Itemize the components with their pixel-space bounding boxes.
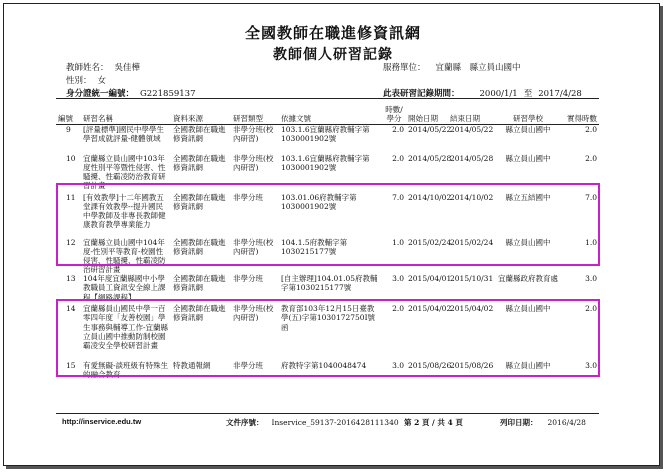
- cell-no: 11: [66, 192, 76, 202]
- cell-hours: 3.0: [392, 361, 404, 371]
- col-name: 研習名稱: [81, 105, 171, 125]
- cell-credit: 2.0: [585, 304, 597, 314]
- cell-credit: 2.0: [585, 125, 597, 135]
- cell-end: 2015/08/26: [450, 361, 494, 371]
- cell-no: 12: [66, 237, 76, 247]
- cell-type: 非學分班(校內研習): [233, 125, 274, 144]
- col-start: 開始日期: [406, 105, 448, 125]
- training-records-table: [56, 105, 599, 381]
- cell-source: 全國教師在職進修資訊網: [173, 304, 226, 323]
- cell-start: 2015/02/24: [408, 237, 452, 247]
- cell-type: 非學分班: [233, 274, 263, 284]
- cell-hours: 2.0: [392, 125, 404, 135]
- cell-hours: 2.0: [392, 304, 404, 314]
- id-label: 身分證統一編號：: [66, 89, 135, 99]
- header-rule: [56, 98, 599, 99]
- cell-doc: 103.01.06府教輔字第1030001902號: [281, 192, 357, 211]
- table-row: [56, 238, 599, 275]
- unit-value: 宜蘭縣 縣立員山國中: [435, 63, 521, 73]
- col-type: 研習類型: [231, 105, 279, 125]
- cell-source: 特教通報網: [173, 361, 211, 371]
- cell-credit: 1.0: [585, 237, 597, 247]
- cell-source: 全國教師在職進修資訊網: [173, 153, 226, 172]
- cell-name: [評量標準]國民中學學生學習成就評量-健體領域: [83, 125, 164, 144]
- gender-label: 性別：: [66, 76, 92, 86]
- cell-name: 有愛無礙-談班級有特殊生的融合教育: [83, 361, 169, 380]
- cell-hours: 3.0: [392, 274, 404, 284]
- col-end: 結束日期: [448, 105, 492, 125]
- cell-name: 宜蘭縣立員山國中103年度性別平等暨性侵害、性騷擾、性霸凌防治教育研習計畫: [83, 153, 166, 191]
- document-title: 全國教師在職進修資訊網: [244, 24, 421, 42]
- teacher-name-label: 教師姓名：: [66, 63, 109, 73]
- col-school: 研習學校: [492, 105, 564, 125]
- cell-type: 非學分班(校內研習): [233, 153, 274, 172]
- cell-no: 15: [66, 361, 76, 371]
- cell-name: [有效教學]十二年國教五堂課有效教學--提升國民中學教師及非專長教師健康教育教學專業能力: [83, 192, 166, 230]
- teacher-name-row: [66, 61, 140, 73]
- cell-type: 非學分班: [233, 361, 263, 371]
- unit-label: 服務單位：: [383, 63, 426, 73]
- footer-page-count: [404, 417, 463, 428]
- cell-school: 宜蘭縣政府教育處: [498, 274, 558, 284]
- cell-doc: 教育部103年12月15日臺教學(五)字第1030172750I號函: [281, 304, 376, 332]
- cell-credit: 3.0: [585, 274, 597, 284]
- table-row: [56, 125, 599, 154]
- cell-source: 全國教師在職進修資訊網: [173, 125, 226, 144]
- doc-no-value: Inservice_59137-2016428111340: [271, 418, 399, 427]
- cell-source: 全國教師在職進修資訊網: [173, 274, 226, 293]
- cell-end: 2014/05/22: [450, 125, 494, 135]
- unit-row: [383, 61, 521, 73]
- cell-start: 2015/08/26: [408, 361, 452, 371]
- cell-credit: 3.0: [585, 361, 597, 371]
- page-count: 第 2 頁 / 共 4 頁: [404, 418, 463, 427]
- col-doc: 依據文號: [279, 105, 382, 125]
- cell-name: 宜蘭縣員山國民中學一百零四年度「友善校園」學生事務與輔導工作-宜蘭縣立員山國中推動防制校園霸凌安全學校研習計畫: [83, 304, 169, 350]
- col-hours: 時數/學分: [382, 105, 406, 125]
- footer-rule: [56, 413, 599, 414]
- range-from: 2000/1/1: [479, 89, 518, 99]
- cell-start: 2015/04/02: [408, 304, 452, 314]
- document-subtitle: 教師個人研習記錄: [273, 47, 393, 63]
- cell-no: 14: [66, 304, 76, 314]
- cell-doc: 103.1.6宜蘭縣府教輔字第1030001902號: [281, 125, 370, 144]
- cell-school: 縣立員山國中: [505, 153, 551, 163]
- col-source: 資料來源: [171, 105, 231, 125]
- gender-value: 女: [97, 76, 107, 86]
- cell-name: 宜蘭縣立員山國中104年度-性別平等教育-校園性侵害、性騷擾、性霸凌防治研習計畫: [83, 237, 166, 275]
- cell-end: 2015/02/24: [450, 237, 494, 247]
- cell-type: 非學分班: [233, 192, 263, 202]
- cell-type: 非學分班(校內研習): [233, 237, 274, 256]
- cell-hours: 2.0: [392, 153, 404, 163]
- table-row: [56, 304, 599, 361]
- teacher-name: 吳佳樺: [114, 63, 141, 73]
- footer-url: http://inservice.edu.tw: [62, 417, 142, 426]
- cell-type: 非學分班(校內研習): [233, 304, 274, 323]
- id-value: G221859137: [140, 89, 196, 99]
- gender-row: [66, 74, 106, 86]
- cell-doc: 103.1.6宜蘭縣府教輔字第1030001902號: [281, 153, 370, 172]
- cell-credit: 2.0: [585, 153, 597, 163]
- table-header-row: [56, 105, 599, 125]
- cell-start: 2015/04/01: [408, 274, 452, 284]
- doc-no-label: 文件序號：: [226, 418, 264, 427]
- cell-school: 縣立員山國中: [505, 125, 551, 135]
- cell-doc: [自主辦理]104.01.05府教輔字第1030215177號: [281, 274, 378, 293]
- cell-no: 10: [66, 153, 76, 163]
- table-row: [56, 361, 599, 381]
- table-row: [56, 193, 599, 238]
- range-label: 此表研習記錄期間：: [383, 89, 460, 99]
- print-date-label: 列印日期：: [500, 418, 538, 427]
- footer-print-date: [500, 417, 586, 428]
- cell-school: 縣立五結國中: [505, 192, 551, 202]
- col-credit: 實得時數: [564, 105, 599, 125]
- range-to-label: 至: [523, 89, 533, 99]
- table-row: [56, 154, 599, 193]
- table-row: [56, 274, 599, 304]
- cell-name: 104年度宜蘭縣國中小學教職員工資訊安全線上課程【網路課程】: [83, 274, 166, 302]
- cell-start: 2014/05/22: [408, 125, 452, 135]
- cell-school: 縣立員山國中: [505, 361, 551, 371]
- cell-end: 2014/05/28: [450, 153, 494, 163]
- cell-start: 2014/10/02: [408, 192, 452, 202]
- cell-source: 全國教師在職進修資訊網: [173, 192, 226, 211]
- cell-hours: 7.0: [392, 192, 404, 202]
- cell-end: 2015/04/02: [450, 304, 494, 314]
- footer-doc-no: [226, 417, 399, 428]
- cell-no: 9: [66, 125, 71, 135]
- print-date-value: 2016/4/28: [547, 418, 586, 427]
- cell-doc: 104.1.5府教輔字第1030215177號: [281, 237, 348, 256]
- cell-credit: 7.0: [585, 192, 597, 202]
- cell-source: 全國教師在職進修資訊網: [173, 237, 226, 256]
- cell-hours: 1.0: [392, 237, 404, 247]
- cell-school: 縣立員山國中: [505, 237, 551, 247]
- cell-doc: 府教特字第1040048474: [281, 361, 367, 371]
- cell-start: 2014/05/28: [408, 153, 452, 163]
- cell-end: 2014/10/02: [450, 192, 494, 202]
- col-no: 編號: [56, 105, 81, 125]
- cell-no: 13: [66, 274, 76, 284]
- cell-end: 2015/10/31: [450, 274, 494, 284]
- range-to: 2017/4/28: [538, 89, 582, 99]
- cell-school: 縣立員山國中: [505, 304, 551, 314]
